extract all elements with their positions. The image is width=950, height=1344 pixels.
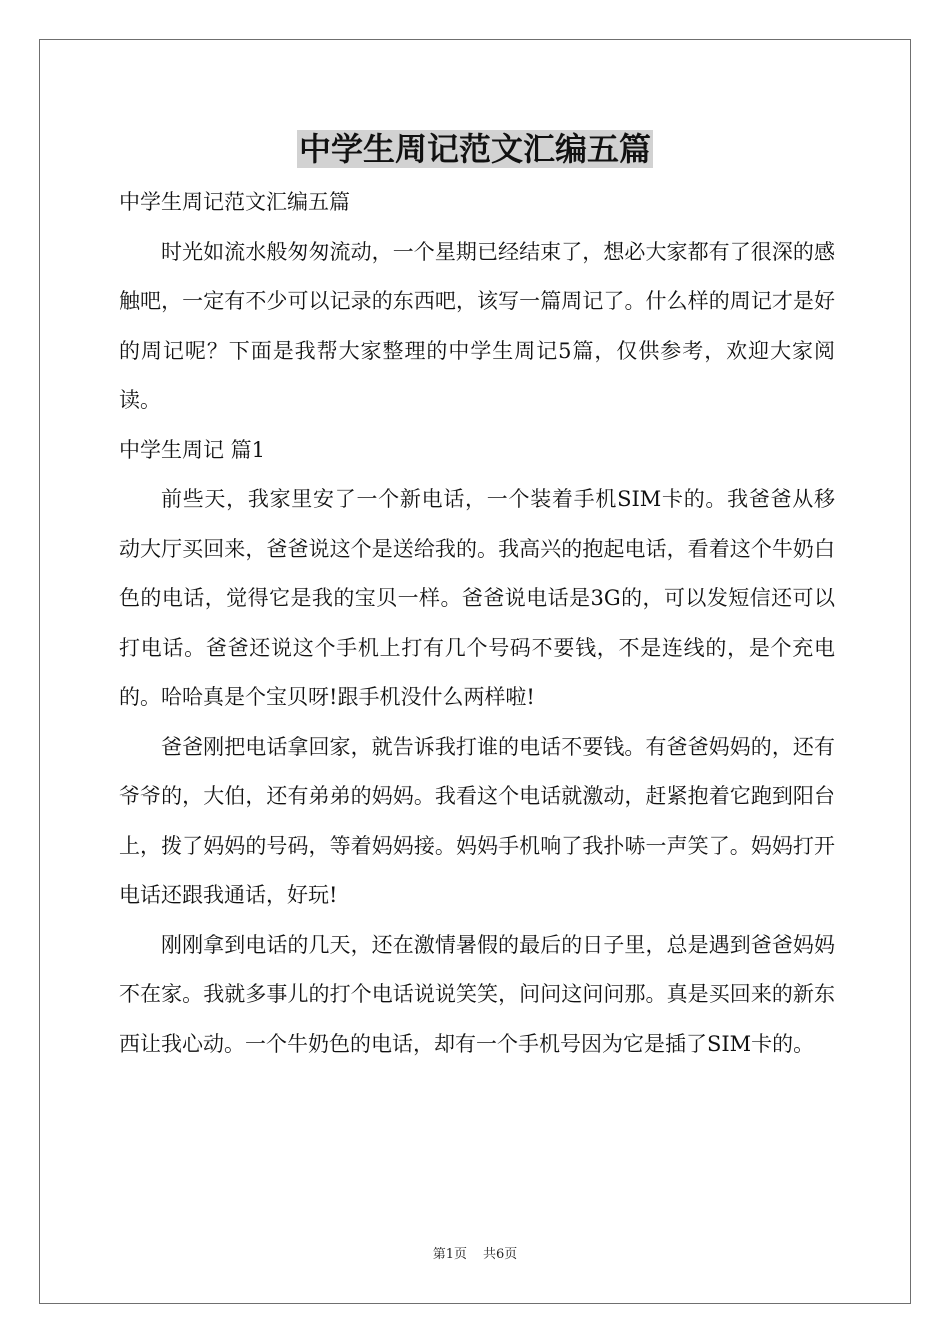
document-body: [119, 178, 835, 1069]
page-number-current: 第1页: [432, 1247, 467, 1262]
body-paragraph: 中学生周记范文汇编五篇: [119, 190, 350, 214]
page-number-total: 共6页: [483, 1247, 518, 1262]
section-heading: 中学生周记 篇1: [119, 437, 266, 462]
page-footer: [0, 1246, 950, 1264]
body-paragraph: 前些天，我家里安了一个新电话，一个装着手机SIM卡的。我爸爸从移动大厅买回来，爸爸说这个是送给我的。我高兴的抱起电话，看着这个牛奶白色的电话，觉得它是我的宝贝一样。爸爸说电话是3G的，可以发短信还可以打电话。爸爸还说这个手机上打有几个号码不要钱，不是连线的，是个充电的。哈哈真是个宝贝呀!跟手机没什么两样啦!: [119, 487, 835, 709]
body-paragraph: 时光如流水般匆匆流动，一个星期已经结束了，想必大家都有了很深的感触吧，一定有不少可以记录的东西吧，该写一篇周记了。什么样的周记才是好的周记呢？下面是我帮大家整理的中学生周记5篇，仅供参考，欢迎大家阅读。: [119, 239, 835, 412]
body-paragraph: 刚刚拿到电话的几天，还在激情暑假的最后的日子里，总是遇到爸爸妈妈不在家。我就多事儿的打个电话说说笑笑，问问这问问那。真是买回来的新东西让我心动。一个牛奶色的电话，却有一个手机号因为它是插了SIM卡的。: [119, 932, 835, 1056]
document-title-text: 中学生周记范文汇编五篇: [298, 130, 651, 168]
document-title: [0, 126, 950, 172]
body-paragraph: 爸爸刚把电话拿回家，就告诉我打谁的电话不要钱。有爸爸妈妈的，还有爷爷的，大伯，还有弟弟的妈妈。我看这个电话就激动，赶紧抱着它跑到阳台上，拨了妈妈的号码，等着妈妈接。妈妈手机响了我扑哧一声笑了。妈妈打开电话还跟我通话，好玩!: [119, 734, 835, 907]
